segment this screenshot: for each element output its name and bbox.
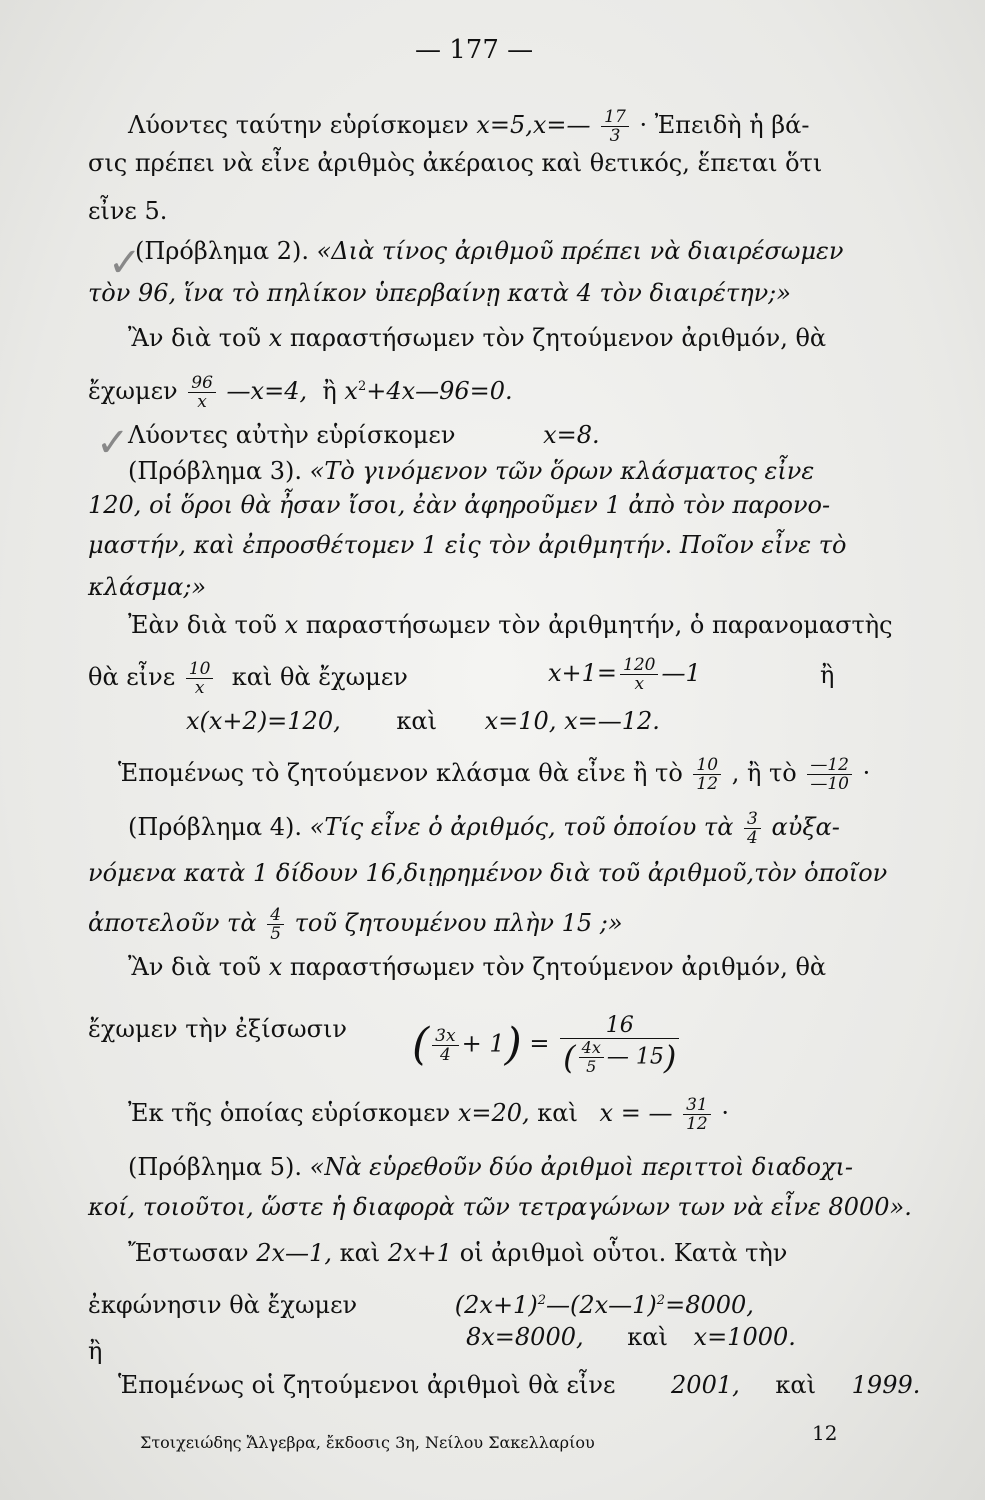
equation-line: ἐκφώνησιν θὰ ἔχωμεν $(2x+1)^2—(2x—1)^2=8000$, [88, 1291, 754, 1319]
fraction: $\frac{4}{5}$ [267, 906, 284, 943]
problem-2: (Πρόβλημα 2). «Διὰ τίνος ἀριθμοῦ πρέπει νὰ διαιρέσωμεν [135, 237, 844, 265]
text-line: ἢ [88, 1337, 103, 1365]
fraction: $\frac{31}{12}$ [683, 1096, 711, 1133]
fraction: $\frac{17}{3}$ [601, 108, 629, 145]
check-mark-icon: ✓ [108, 240, 142, 286]
text-line: Ἑπομένως τὸ ζητούμενον κλάσμα θὰ εἶνε ἢ τὸ $\frac{10}{12}$ , ἢ τὸ $\frac{—12}{—10}$ · [118, 755, 871, 794]
footer-title: Στοιχειώδης Ἄλγεβρα, ἔκδοσις 3η, Νείλου Σακελλαρίου [140, 1433, 595, 1452]
text-line: μαστήν, καὶ ἐπροσθέτομεν 1 εἰς τὸν ἀριθμητήν. Ποῖον εἶνε τὸ [88, 531, 847, 559]
text-line: κλάσμα;» [88, 573, 207, 601]
text-line: Λύοντες αὐτὴν εὑρίσκομεν x=8. [128, 421, 600, 449]
text-line: ἀποτελοῦν τὰ $\frac{4}{5}$ τοῦ ζητουμένου πλὴν 15 ;» [88, 905, 623, 944]
equation-line: 8x=8000, καὶ x=1000. [466, 1323, 796, 1351]
check-mark-icon: ✓ [96, 420, 130, 466]
fraction: $\frac{3x}{4}$ [432, 1027, 458, 1064]
signature-number: 12 [812, 1421, 838, 1445]
fraction: $\frac{3}{4}$ [744, 810, 761, 847]
text-line: Ἔστωσαν 2x—1, καὶ 2x+1 οἱ ἀριθμοὶ οὗτοι. Κατὰ τὴν [128, 1239, 788, 1267]
fraction: $\frac{4x}{5}$ [579, 1039, 604, 1076]
fraction: $\frac{120}{x}$ [620, 656, 658, 693]
fraction: $\frac{96}{x}$ [188, 374, 216, 411]
equation-line: θὰ εἶνε $\frac{10}{x}$ καὶ θὰ ἔχωμεν [88, 659, 408, 698]
text-line: τὸν 96, ἵνα τὸ πηλίκον ὑπερβαίνῃ κατὰ 4 τὸν διαιρέτην;» [88, 279, 791, 307]
fraction: 16 ( $\frac{4x}{5}$ — 15) [560, 1014, 679, 1076]
problem-4: (Πρόβλημα 4). «Τίς εἶνε ὁ ἀριθμός, τοῦ ὁποίου τὰ $\frac{3}{4}$ αὐξα- [128, 809, 840, 848]
text-line: νόμενα κατὰ 1 δίδουν 16,διῃρημένον διὰ τοῦ ἀριθμοῦ,τὸν ὁποῖον [88, 859, 888, 887]
text-line: Ἂν διὰ τοῦ x παραστήσωμεν τὸν ζητούμενον ἀριθμόν, θὰ [128, 324, 827, 352]
equation-line: ἔχωμεν $\frac{96}{x}$ —x=4, ἢ $x^2+4x—96=0$. [88, 373, 513, 412]
fraction: $\frac{10}{12}$ [693, 756, 721, 793]
page-number: — 177 — [415, 35, 534, 65]
text-line: ἔχωμεν τὴν ἐξίσωσιν [88, 1015, 347, 1043]
fraction: $\frac{10}{x}$ [186, 660, 214, 697]
text-line: ἢ [820, 661, 835, 689]
text-line: Λύοντες ταύτην εὑρίσκομεν x=5,x=— $\frac{17}{3}$ · Ἐπειδὴ ἡ βά- [128, 107, 810, 146]
equation: x+1= $\frac{120}{x}$ —1 [548, 655, 701, 694]
text-line: 120, οἱ ὅροι θὰ ἦσαν ἴσοι, ἐὰν ἀφηροῦμεν 1 ἀπὸ τὸν παρονο- [88, 491, 831, 519]
problem-5: (Πρόβλημα 5). «Νὰ εὑρεθοῦν δύο ἀριθμοὶ περιττοὶ διαδοχι- [128, 1153, 853, 1181]
text-line: εἶνε 5. [88, 197, 168, 225]
equation: ( $\frac{3x}{4}$ + 1) = 16 ( $\frac{4x}{5}$ — 15) [412, 1014, 682, 1076]
text-line: Ἑπομένως οἱ ζητούμενοι ἀριθμοὶ θὰ εἶνε 2001, καὶ 1999. [118, 1371, 921, 1399]
text-line: Ἐὰν διὰ τοῦ x παραστήσωμεν τὸν ἀριθμητήν, ὁ παρανομαστὴς [128, 611, 893, 639]
text-line: σις πρέπει νὰ εἶνε ἀριθμὸς ἀκέραιος καὶ θετικός, ἕπεται ὅτι [88, 149, 823, 177]
equation-line: x(x+2)=120, καὶ x=10, x=—12. [186, 707, 660, 735]
text-line: Ἂν διὰ τοῦ x παραστήσωμεν τὸν ζητούμενον ἀριθμόν, θὰ [128, 953, 827, 981]
text-line: Ἐκ τῆς ὁποίας εὑρίσκομεν x=20, καὶ x = — $\frac{31}{12}$ · [128, 1095, 730, 1134]
text-line: κοί, τοιοῦτοι, ὥστε ἡ διαφορὰ τῶν τετραγώνων των νὰ εἶνε 8000». [88, 1193, 912, 1221]
problem-3: (Πρόβλημα 3). «Τὸ γινόμενον τῶν ὅρων κλάσματος εἶνε [128, 457, 815, 485]
fraction: $\frac{—12}{—10}$ [807, 756, 852, 793]
